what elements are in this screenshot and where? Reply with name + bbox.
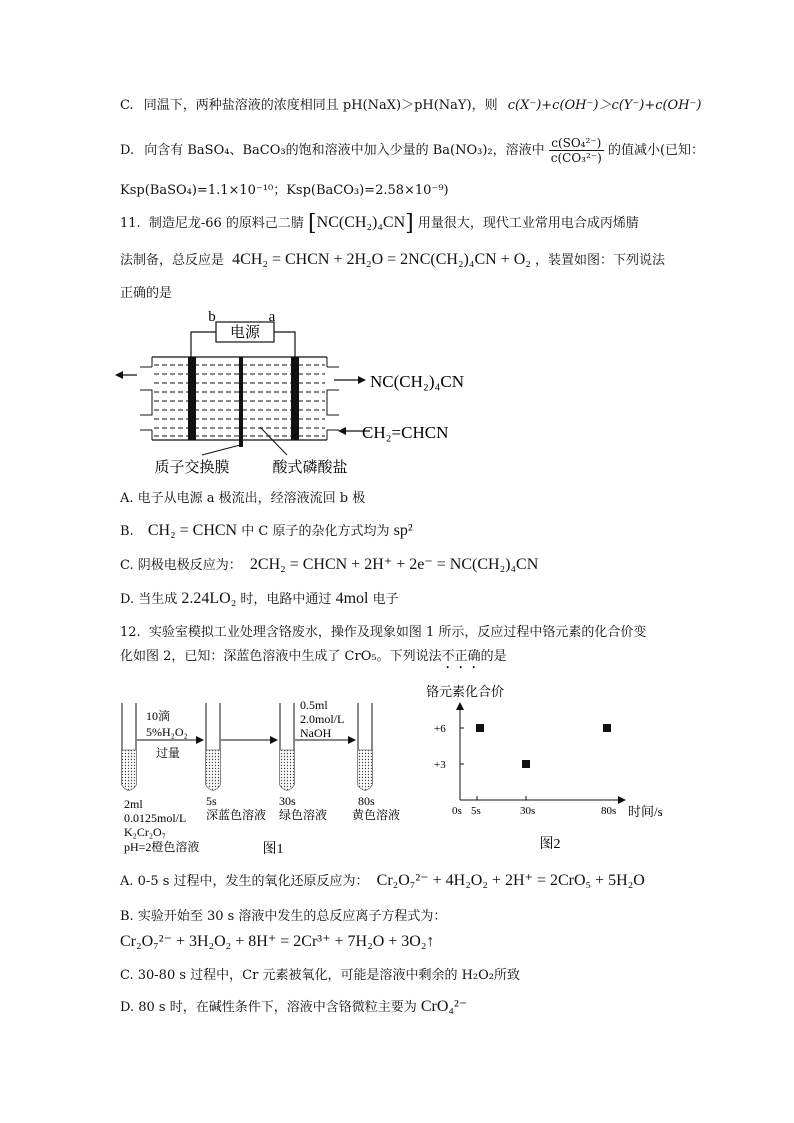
overall-reaction: 4CH₂ = CHCN + 2H₂O = 2NC(CH₂)₄CN + O₂ [232, 251, 531, 268]
equation-b: Cr₂O₇²⁻ + 3H₂O₂ + 8H⁺ = 2Cr³⁺ + 7H₂O + 3O₂↑ [120, 933, 435, 950]
x-tick-label: 0s [452, 805, 462, 817]
data-point [476, 724, 484, 732]
data-point [522, 760, 530, 768]
x-tick-label: 5s [471, 805, 481, 817]
q11-option-d [120, 590, 399, 609]
tube2-color: 深蓝色溶液 [206, 808, 267, 822]
q12-option-b-eq [120, 933, 434, 952]
reagent2-volume: 0.5ml [300, 698, 328, 712]
option-text-cont: 的值减小(已知： [607, 143, 705, 158]
tube4-color: 黄色溶液 [352, 808, 401, 822]
q12-stem-line2 [120, 648, 507, 672]
option-text: 电子 [372, 592, 399, 607]
oxygen-volume: 2.24LO₂ [181, 590, 237, 607]
option-label: C. [120, 98, 134, 113]
reagent1-drops: 10滴 [146, 709, 171, 723]
ratio-denominator: c(CO₃²⁻) [550, 151, 602, 165]
tube2-time: 5s [206, 794, 217, 808]
electrode-left [188, 357, 196, 440]
proton-exchange-membrane [239, 357, 243, 447]
option-text: 时，电路中通过 [240, 592, 332, 607]
tube1-conc: 0.0125mol/L [124, 811, 187, 825]
electrolyte-leader [260, 427, 287, 455]
stem-text: ，装置如图：下列说法 [534, 253, 665, 268]
power-label: 电源 [229, 325, 261, 341]
q12-option-c: C. 30-80 s 过程中，Cr 元素被氧化，可能是溶液中剩余的 H₂O₂所致 [120, 968, 521, 983]
q12-stem-line1 [120, 624, 646, 642]
hybridization: sp² [393, 522, 413, 539]
tube-3 [280, 703, 294, 790]
stem-text: 的是 [480, 649, 507, 664]
wire-a [274, 332, 295, 357]
concentration-ratio [549, 136, 604, 165]
equation-a: Cr₂O₇²⁻ + 4H₂O₂ + 2H⁺ = 2CrO₅ + 5H₂O [376, 872, 645, 889]
stem-text: 制造尼龙-66 的原料己二腈 [148, 216, 304, 231]
x-tick-label: 30s [520, 805, 536, 817]
option-text: 向含有 BaSO₄、BaCO₃的饱和溶液中加入少量的 Ba(NO₃)₂，溶液中 [144, 143, 545, 158]
option-text: 同温下，两种盐溶液的浓度相同且 pH(NaX)＞pH(NaY)，则 [143, 98, 498, 113]
tube1-solute: K₂Cr₂O₇ [124, 825, 166, 839]
figure2-caption: 图2 [539, 837, 561, 852]
terminal-a-label: a [268, 309, 276, 325]
cathode-reaction: 2CH₂ = CHCN + 2H⁺ + 2e⁻ = NC(CH₂)₄CN [249, 556, 539, 573]
product-label: NC(CH₂)₄CN [370, 372, 465, 391]
figure2-chart [420, 680, 680, 855]
q11-stem-line1: 11. 制造尼龙-66 的原料己二腈 [NC(CH₂)₄CN] 用量很大，现代工业常用电合成丙烯腈 [120, 211, 639, 236]
q12-option-d [120, 998, 467, 1017]
question-number: 11. [120, 216, 141, 231]
tube-2 [206, 703, 220, 790]
chart-points [460, 724, 611, 800]
tube-4 [358, 703, 372, 790]
q11-option-c [120, 556, 538, 575]
reagent2-naoh: NaOH [300, 726, 332, 740]
emphasis-text: 不正确 [441, 649, 481, 664]
tube3-time: 30s [279, 794, 296, 808]
q12-option-b: B. 实验开始至 30 s 溶液中发生的总反应离子方程式为： [120, 909, 447, 924]
option-label: C. 阴极电极反应为： [120, 558, 242, 573]
q12-option-a [120, 872, 645, 891]
tube-1 [122, 703, 136, 790]
y-tick-plus6: +6 [434, 723, 446, 735]
q11-option-b [120, 522, 413, 541]
option-text: 中 C 原子的杂化方式均为 [241, 524, 390, 539]
stem-text: 实验室模拟工业处理含铬废水，操作及现象如图 1 所示，反应过程中铬元素的化合价变 [148, 625, 647, 640]
membrane-label: 质子交换膜 [154, 460, 230, 476]
electrolysis-diagram [112, 305, 532, 485]
terminal-b-label: b [208, 309, 216, 325]
figure1-caption: 图1 [262, 842, 284, 857]
wire-b [191, 332, 216, 357]
electrolyte-label: 酸式磷酸盐 [272, 460, 348, 476]
electrode-right [291, 357, 299, 440]
inequality-expression: c(X⁻)+c(OH⁻)＞c(Y⁻)+c(OH⁻) [507, 98, 702, 113]
x-ticks [452, 805, 616, 817]
q11-option-a: A. 电子从电源 a 极流出，经溶液流回 b 极 [120, 491, 366, 506]
reagent2-conc: 2.0mol/L [300, 712, 345, 726]
adiponitrile-formula: NC(CH₂)₄CN [316, 214, 406, 231]
question-number: 12. [120, 625, 141, 640]
tube1-volume: 2ml [124, 797, 143, 811]
option-label: B. [120, 524, 134, 539]
acrylonitrile-formula: CH₂ = CHCN [147, 522, 238, 539]
data-point [603, 724, 611, 732]
electron-moles: 4mol [335, 590, 369, 607]
reagent1-excess: 过量 [156, 746, 181, 760]
x-tick-label: 80s [601, 805, 617, 817]
ksp-values: Ksp(BaSO₄)=1.1×10⁻¹⁰；Ksp(BaCO₃)=2.58×10⁻⁹) [120, 183, 449, 198]
ratio-numerator: c(SO₄²⁻) [549, 136, 604, 151]
tube4-time: 80s [358, 794, 375, 808]
y-axis-label: 铬元素化合价 [426, 684, 505, 699]
x-axis-label: 时间/s [628, 804, 663, 819]
option-label: D. 当生成 [120, 592, 178, 607]
tube3-color: 绿色溶液 [279, 808, 328, 822]
tube1-ph: pH=2橙色溶液 [124, 840, 200, 854]
reagent1-h2o2: 5%H₂O₂ [146, 725, 188, 739]
figure1-test-tubes [118, 695, 418, 865]
option-label: D. [120, 143, 135, 158]
q10-option-d [120, 136, 704, 165]
chromate-species: CrO₄²⁻ [420, 998, 468, 1015]
option-label: A. 0-5 s 过程中，发生的氧化还原反应为： [120, 874, 369, 889]
stem-text: 用量很大，现代工业常用电合成丙烯腈 [417, 216, 639, 231]
reactant-label: CH₂=CHCN [362, 423, 449, 442]
y-tick-plus3: +3 [434, 759, 446, 771]
option-label: D. 80 s 时，在碱性条件下，溶液中含铬微粒主要为 [120, 1000, 417, 1015]
stem-text: 正确的是 [120, 286, 173, 301]
q10-option-c [120, 97, 702, 115]
membrane-leader [202, 445, 240, 455]
stem-text: 法制备，总反应是 [120, 253, 225, 268]
q11-stem-line2 [120, 251, 665, 270]
stem-text: 化如图 2，已知：深蓝色溶液中生成了 CrO₅。下列说法 [120, 649, 442, 664]
